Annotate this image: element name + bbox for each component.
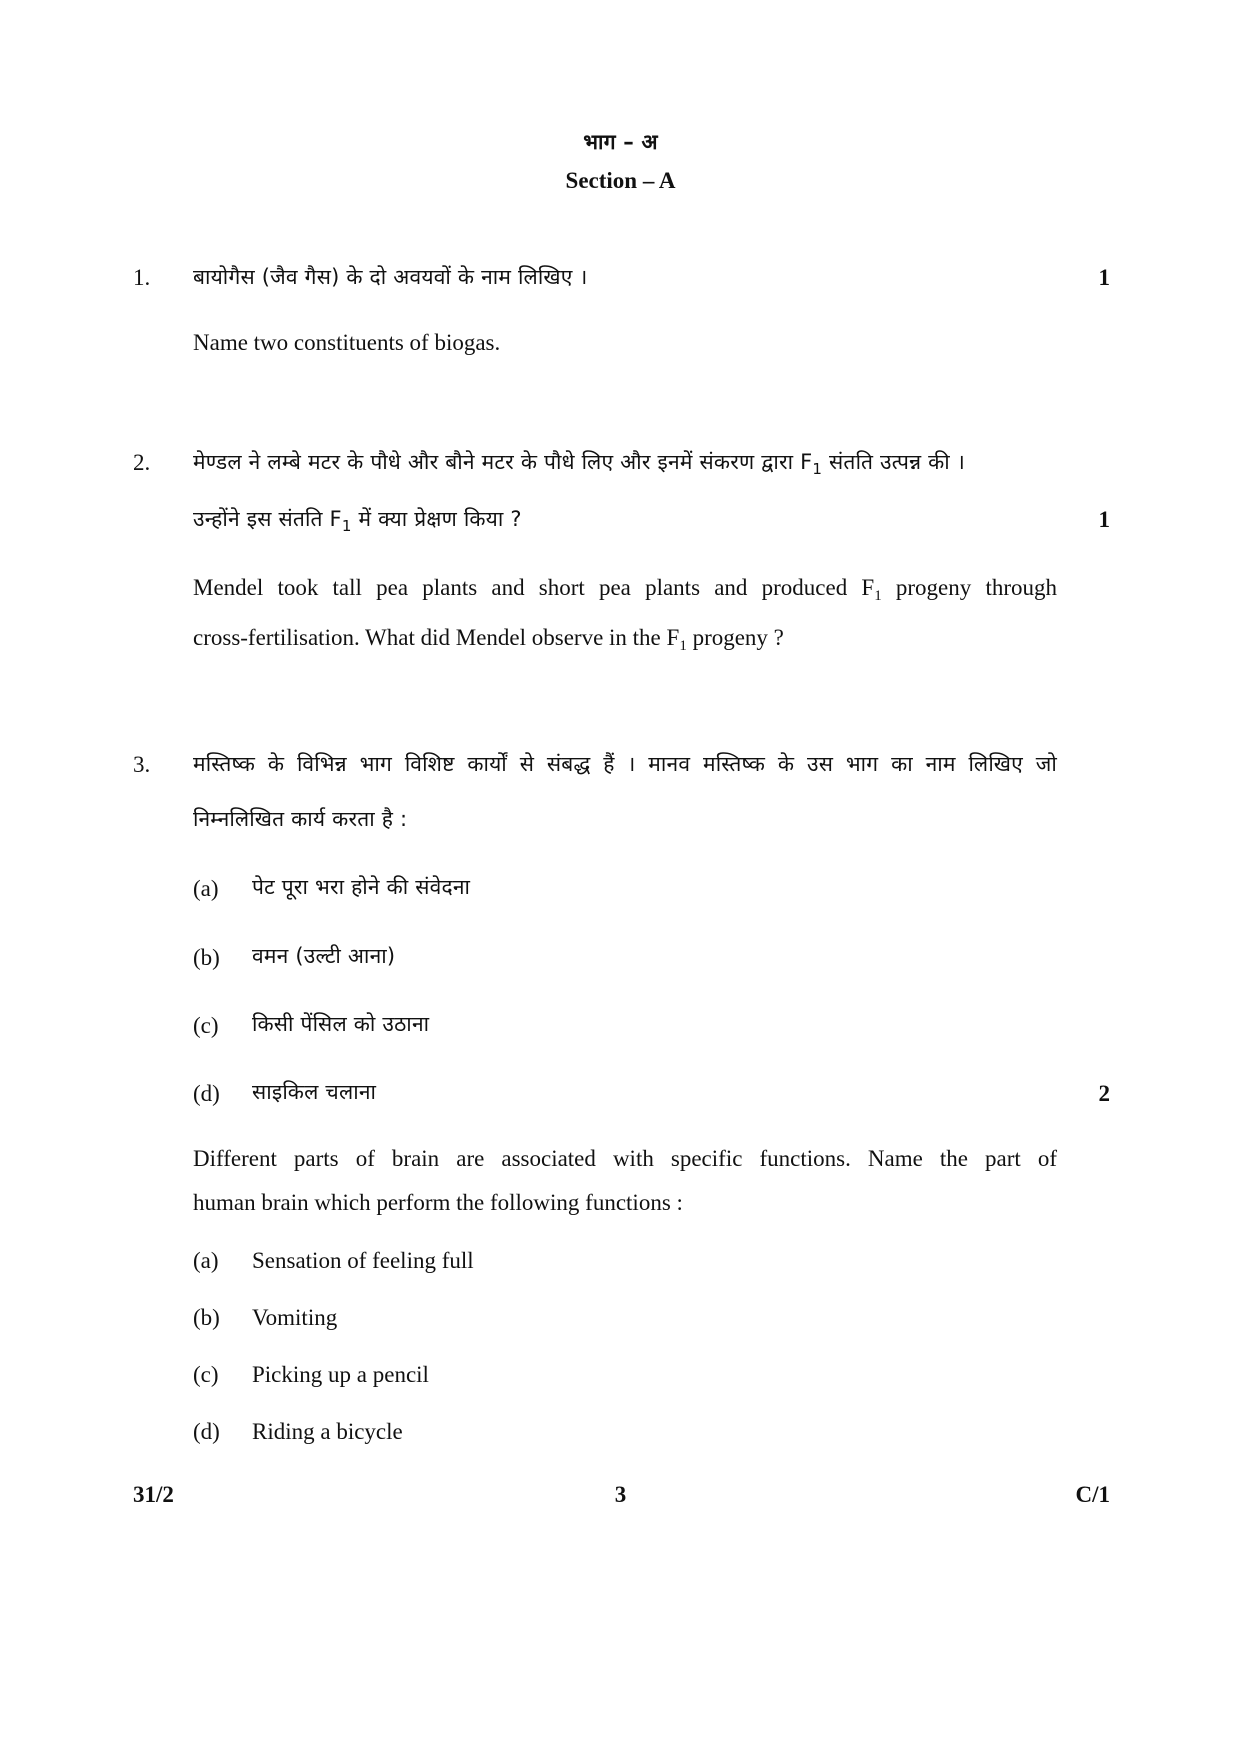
hindi-text: में क्या प्रेक्षण किया ?: [351, 507, 522, 531]
footer-set-code: C/1: [1075, 1482, 1110, 1507]
subscript: 1: [679, 638, 687, 654]
question-text-english-line2: human brain which perform the following functions :: [193, 1190, 683, 1215]
footer-page-number: 3: [614, 1482, 627, 1507]
section-title-english: Section – A: [565, 168, 676, 193]
option-text-hindi: पेट पूरा भरा होने की संवेदना: [252, 875, 471, 899]
option-label: (b): [193, 1305, 220, 1330]
subscript: 1: [874, 588, 882, 604]
option-label: (b): [193, 945, 220, 970]
subscript: 1: [341, 517, 352, 535]
option-text-hindi: वमन (उल्टी आना): [252, 944, 396, 968]
question-text-hindi-line2: निम्नलिखित कार्य करता है :: [193, 807, 408, 831]
english-text: progeny ?: [686, 625, 784, 650]
question-marks: 2: [1098, 1081, 1110, 1106]
question-text-hindi: बायोगैस (जैव गैस) के दो अवयवों के नाम लिखिए ।: [193, 265, 588, 289]
hindi-text: उन्होंने इस संतति F: [193, 507, 342, 531]
english-text: Mendel took tall pea plants and short pea plants and produced F: [193, 575, 875, 600]
footer-paper-code: 31/2: [133, 1482, 174, 1507]
question-marks: 1: [1098, 265, 1110, 290]
question-text-english-line1: Different parts of brain are associated with specific functions. Name the part of: [193, 1146, 1057, 1171]
option-label: (c): [193, 1362, 219, 1387]
option-label: (d): [193, 1081, 220, 1106]
option-text-hindi: किसी पेंसिल को उठाना: [252, 1012, 430, 1036]
hindi-text: संतति उत्पन्न की ।: [822, 450, 965, 474]
question-number: 1.: [133, 265, 151, 290]
question-text-hindi-line1: [193, 448, 965, 476]
hindi-text: मेण्डल ने लम्बे मटर के पौधे और बौने मटर के पौधे लिए और इनमें संकरण द्वारा F: [193, 450, 813, 474]
question-text-english: Name two constituents of biogas.: [193, 330, 501, 355]
option-text-english: Riding a bicycle: [252, 1419, 403, 1444]
question-text-hindi-line1: मस्तिष्क के विभिन्न भाग विशिष्ट कार्यों से संबद्ध हैं । मानव मस्तिष्क के उस भाग का नाम लिखिए जो: [193, 752, 1057, 776]
question-text-english-line1: [193, 575, 1057, 604]
english-text: progeny through: [881, 575, 1057, 600]
option-label: (a): [193, 1248, 219, 1273]
option-label: (a): [193, 876, 219, 901]
option-label: (c): [193, 1013, 219, 1038]
question-number: 3.: [133, 752, 151, 777]
option-text-english: Sensation of feeling full: [252, 1248, 474, 1273]
english-text: cross-fertilisation. What did Mendel observe in the F: [193, 625, 680, 650]
subscript: 1: [812, 460, 823, 478]
question-text-english-line2: [193, 625, 784, 654]
question-number: 2.: [133, 450, 151, 475]
question-marks: 1: [1098, 507, 1110, 532]
question-text-hindi-line2: [193, 505, 522, 533]
option-label: (d): [193, 1419, 220, 1444]
option-text-english: Picking up a pencil: [252, 1362, 429, 1387]
option-text-english: Vomiting: [252, 1305, 338, 1330]
section-title-hindi: भाग – अ: [583, 130, 658, 154]
option-text-hindi: साइकिल चलाना: [252, 1080, 377, 1104]
